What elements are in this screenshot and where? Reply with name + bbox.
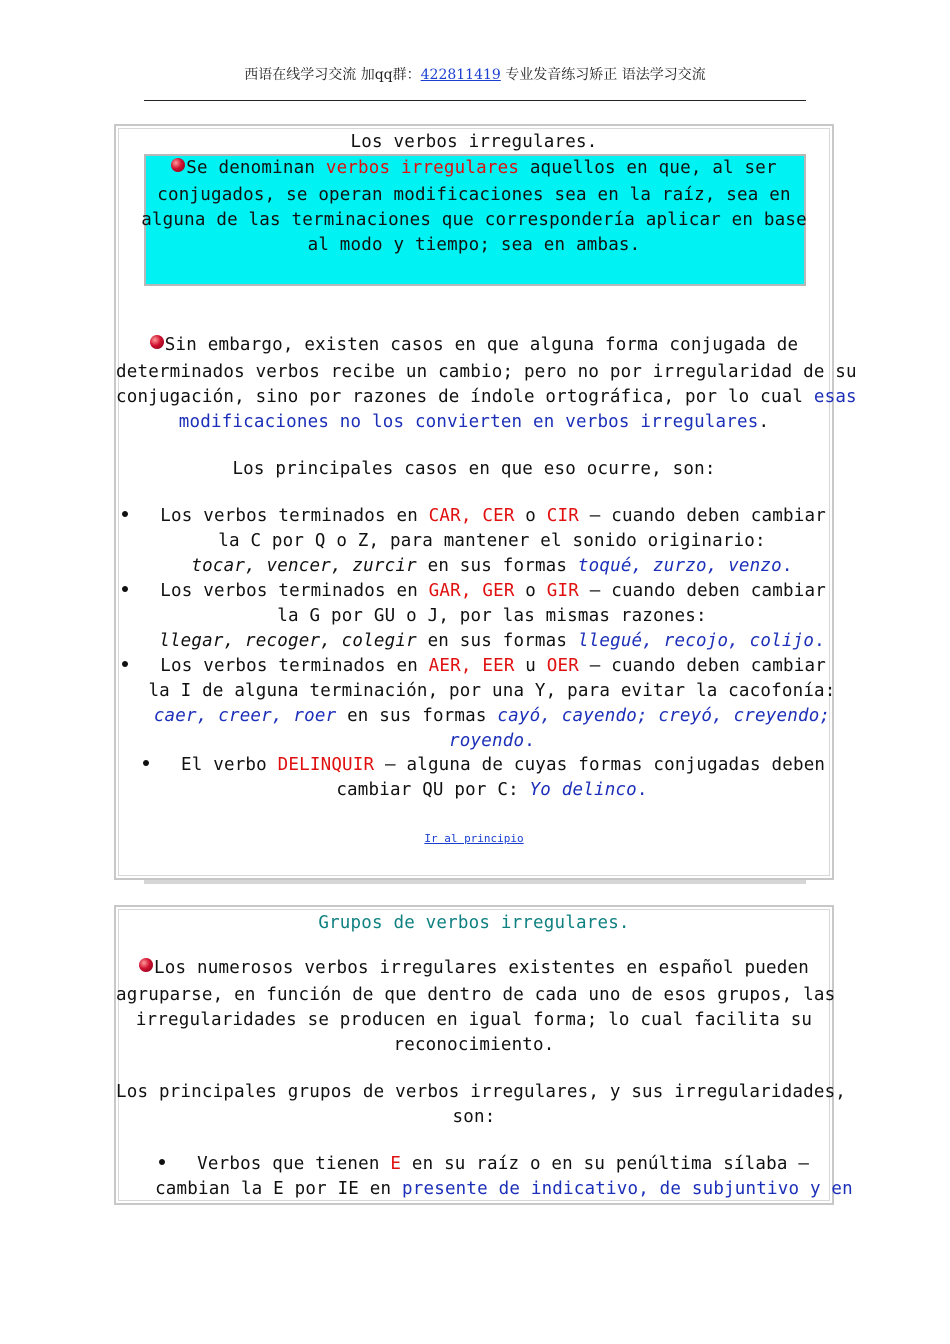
note-line-2: determinados verbos recibe un cambio; pero no por irregularidad de su	[116, 362, 857, 382]
case-2-line-2: la G por GU o J, por las mismas razones:	[277, 606, 707, 626]
definition-line-4: al modo y tiempo; sea en ambas.	[307, 235, 641, 255]
groups-p1-line-2: agruparse, en función de que dentro de cada uno de esos grupos, las	[116, 985, 836, 1005]
qq-group-link[interactable]: 422811419	[420, 67, 501, 83]
header-divider	[144, 100, 806, 101]
case-4-line-2: cambiar QU por C: Yo delinco.	[336, 780, 648, 800]
section-grupos-verbos	[114, 905, 853, 1205]
red-ball-icon	[171, 158, 185, 172]
section-title: Los verbos irregulares.	[350, 132, 598, 152]
case-1-line-3: tocar, vencer, zurcir en sus formas toqué, zurzo, venzo.	[191, 556, 793, 576]
case-3-line-3: caer, creer, roer en sus formas cayó, cayendo; creyó, creyendo;	[153, 706, 831, 726]
header-text: 西语在线学习交流 加qq群：	[244, 67, 421, 83]
case-2-line-3: llegar, recoger, colegir en sus formas llegué, recojo, colijo.	[159, 631, 825, 651]
groups-p1-line-4: reconocimiento.	[393, 1035, 555, 1055]
group-item-1-line-2: cambian la E por IE en presente de indicativo, de subjuntivo y en	[155, 1179, 853, 1199]
groups-p1-line-3: irregularidades se producen en igual forma; lo cual facilita su	[135, 1010, 813, 1030]
groups-p1-line-1: Los numerosos verbos irregulares existentes en español pueden	[116, 958, 832, 978]
definition-line-3: alguna de las terminaciones que correspondería aplicar en base	[141, 210, 807, 230]
definition-line-2: conjugados, se operan modificaciones sea en la raíz, sea en	[157, 185, 791, 205]
list-bullet	[122, 586, 128, 592]
case-3-line-4: royendo.	[449, 731, 535, 751]
red-ball-icon	[139, 958, 153, 972]
case-3-line-2: la I de alguna terminación, por una Y, para evitar la cacofonía:	[148, 681, 836, 701]
note-line-3: conjugación, sino por razones de índole ortográfica, por lo cual esas	[116, 387, 857, 407]
red-ball-icon	[150, 335, 164, 349]
groups-p2-line-2: son:	[452, 1107, 496, 1127]
list-bullet	[122, 661, 128, 667]
cases-intro: Los principales casos en que eso ocurre, son:	[232, 459, 716, 479]
definition-box	[141, 154, 807, 286]
section-2-title: Grupos de verbos irregulares.	[318, 913, 630, 933]
list-bullet	[122, 511, 128, 517]
case-car-cer-cir: Los verbos terminados en CAR, CER o CIR — cuando deben cambiar	[116, 506, 832, 526]
section-shadow	[144, 880, 806, 884]
case-delinquir: El verbo DELINQUIR — alguna de cuyas formas conjugadas deben	[126, 755, 842, 775]
page-header	[0, 64, 950, 84]
case-aer-eer-oer: Los verbos terminados en AER, EER u OER — cuando deben cambiar	[116, 656, 832, 676]
group-item-e-ie: Verbos que tienen E en su raíz o en su penúltima sílaba —	[126, 1154, 842, 1174]
list-bullet	[143, 760, 149, 766]
groups-p2-line-1: Los principales grupos de verbos irregulares, y sus irregularidades,	[116, 1082, 847, 1102]
case-gar-ger-gir: Los verbos terminados en GAR, GER o GIR — cuando deben cambiar	[116, 581, 832, 601]
case-1-line-2: la C por Q o Z, para mantener el sonido originario:	[218, 531, 766, 551]
go-to-top-link[interactable]: Ir al principio	[424, 832, 524, 845]
note-line-4: modificaciones no los convierten en verbos irregulares.	[178, 412, 770, 432]
section-verbos-irregulares	[114, 124, 857, 880]
header-text-end: 专业发音练习矫正 语法学习交流	[500, 67, 706, 83]
list-bullet	[159, 1159, 165, 1165]
definition-line-1: Se denominan verbos irregulares aquellos en que, al ser	[116, 158, 832, 178]
term-verbos-irregulares: verbos irregulares	[325, 158, 520, 178]
note-line-1: Sin embargo, existen casos en que alguna forma conjugada de	[116, 335, 832, 355]
